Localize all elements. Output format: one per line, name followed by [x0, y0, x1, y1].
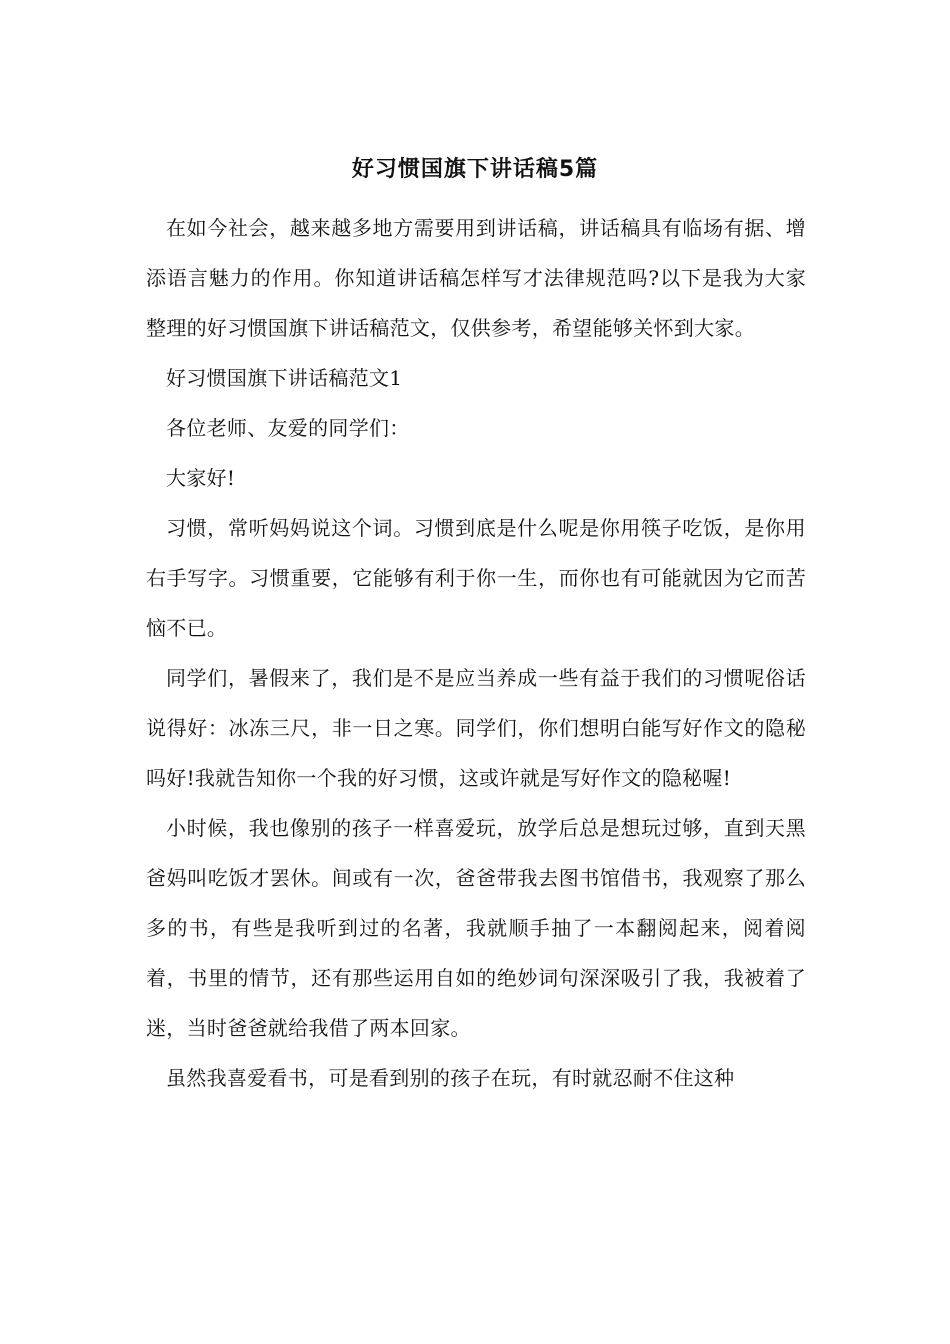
paragraph-summer: 同学们，暑假来了，我们是不是应当养成一些有益于我们的习惯呢俗话说得好：冰冻三尺，非一日之寒。同学们，你们想明白能写好作文的隐秘吗好!我就告知你一个我的好习惯，这或许就是写好作文的隐秘喔!: [146, 666, 806, 790]
paragraph-greeting: 大家好!: [166, 466, 236, 490]
paragraph-section-heading: 好习惯国旗下讲话稿范文1: [166, 366, 403, 390]
paragraph-reading: 虽然我喜爱看书，可是看到别的孩子在玩，有时就忍耐不住这种: [166, 1066, 735, 1090]
paragraph-intro: 在如今社会，越来越多地方需要用到讲话稿，讲话稿具有临场有据、增添语言魅力的作用。你知道讲话稿怎样写才法律规范吗?以下是我为大家整理的好习惯国旗下讲话稿范文，仅供参考，希望能够关怀到大家。: [146, 216, 806, 340]
paragraph-salutation: 各位老师、友爱的同学们：: [166, 416, 410, 440]
paragraph-habit: 习惯，常听妈妈说这个词。习惯到底是什么呢是你用筷子吃饭，是你用右手写字。习惯重要，它能够有利于你一生，而你也有可能就因为它而苦恼不已。: [146, 516, 806, 640]
document-body: [146, 203, 806, 1103]
paragraph-childhood: 小时候，我也像别的孩子一样喜爱玩，放学后总是想玩过够，直到天黑爸妈叫吃饭才罢休。间或有一次，爸爸带我去图书馆借书，我观察了那么多的书，有些是我听到过的名著，我就顺手抽了一本翻阅起来，阅着阅着，书里的情节，还有那些运用自如的绝妙词句深深吸引了我，我被着了迷，当时爸爸就给我借了两本回家。: [146, 816, 806, 1040]
document-title: 好习惯国旗下讲话稿5篇: [351, 157, 599, 182]
